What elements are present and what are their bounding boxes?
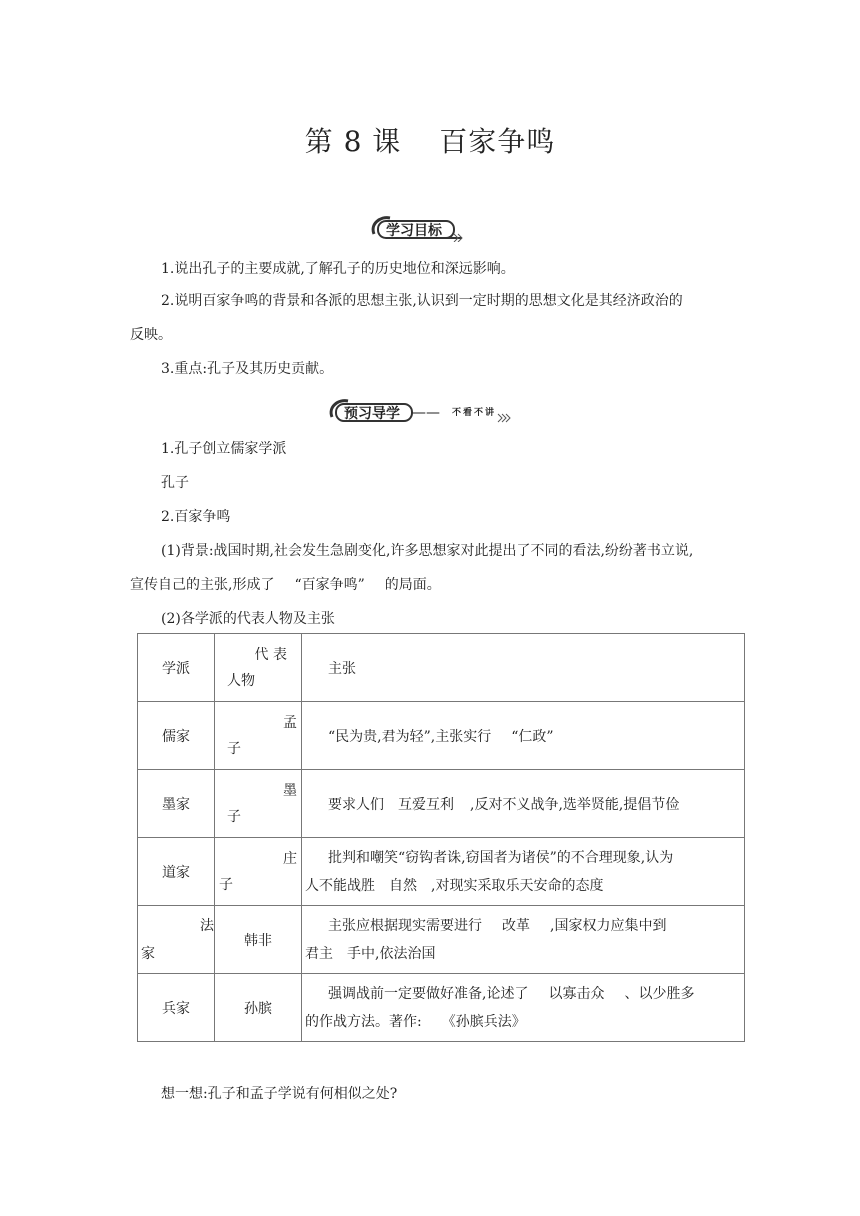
row-claim-line-2 — [302, 940, 744, 968]
goal-3: 3.重点:孔子及其历史贡献。 — [161, 361, 334, 377]
row-claim-text: 强调战前一定要做好准备,论述了 — [328, 985, 529, 1002]
table-row — [138, 974, 745, 1042]
table-row — [138, 770, 745, 838]
preview-banner-graphic — [326, 395, 531, 425]
row-claim-text: ,国家权力应集中到 — [550, 917, 667, 934]
preview-item-2: 2.百家争鸣 — [161, 509, 231, 525]
lesson-number: 第 8 课 — [304, 125, 402, 158]
row-rep-a: 孟 — [283, 714, 297, 731]
row-claim-line-1: 批判和嘲笑“窃钩者诛,窃国者为诸侯”的不合理现象,认为 — [328, 849, 674, 866]
row-rep-a: 墨 — [283, 782, 297, 799]
goals-banner-label: 学习目标 — [386, 223, 442, 239]
goal-1: 1.说出孔子的主要成就,了解孔子的历史地位和深远影响。 — [161, 261, 515, 277]
row-claim-text: 的作战方法。著作: — [305, 1013, 422, 1030]
preview-item-1-answer: 孔子 — [161, 475, 189, 491]
row-claim-text: 、以少胜多 — [624, 985, 695, 1002]
row-claim-line-1 — [302, 980, 744, 1008]
background-text-c: 的局面。 — [384, 577, 441, 593]
goal-2-line2: 反映。 — [130, 327, 172, 343]
row-claim — [302, 974, 745, 1042]
background-line-2 — [130, 575, 441, 595]
row-school: 兵家 — [138, 974, 215, 1042]
row-claim-answer: “仁政” — [511, 728, 554, 745]
row-claim-line-1 — [302, 912, 744, 940]
background-answer: “百家争鸣” — [294, 577, 365, 593]
background-text-a: 宣传自己的主张,形成了 — [130, 577, 275, 593]
row-claim-text: 要求人们 — [328, 796, 384, 813]
row-claim — [302, 702, 745, 770]
row-claim-answer: 《孙膑兵法》 — [441, 1013, 526, 1030]
table-header-row — [138, 634, 745, 702]
row-claim-answer: 自然 — [389, 877, 417, 894]
row-claim-answer: 互爱互利 — [398, 796, 454, 813]
table-caption: (2)各学派的代表人物及主张 — [161, 611, 335, 627]
background-line-1: (1)背景:战国时期,社会发生急剧变化,许多思想家对此提出了不同的看法,纷纷著书立说, — [161, 543, 694, 559]
header-rep-b: 人物 — [227, 672, 255, 689]
row-claim-line-2 — [302, 872, 744, 900]
row-rep-a: 庄 — [283, 850, 297, 867]
page-title — [0, 120, 860, 160]
header-rep-a: 代 表 — [254, 646, 287, 663]
row-claim-text: 手中,依法治国 — [347, 945, 436, 962]
header-claim: 主张 — [302, 634, 745, 702]
row-claim-answer: 以寡击众 — [548, 985, 605, 1002]
row-school-b: 家 — [141, 945, 155, 962]
preview-banner — [326, 395, 531, 425]
preview-item-1: 1.孔子创立儒家学派 — [161, 441, 287, 457]
goals-banner-graphic — [368, 212, 468, 242]
row-rep — [215, 770, 302, 838]
row-school: 儒家 — [138, 702, 215, 770]
preview-banner-label: 预习导学 — [344, 406, 400, 422]
row-rep — [215, 702, 302, 770]
row-rep-b: 子 — [227, 740, 241, 757]
row-school: 道家 — [138, 838, 215, 906]
row-rep: 孙膑 — [215, 974, 302, 1042]
lesson-name: 百家争鸣 — [439, 125, 556, 158]
row-rep — [215, 838, 302, 906]
preview-banner-dash: —— — [412, 405, 440, 421]
row-rep-b: 子 — [219, 876, 233, 893]
table-row — [138, 702, 745, 770]
row-school — [138, 906, 215, 974]
table-row — [138, 906, 745, 974]
goal-2-line1: 2.说明百家争鸣的背景和各派的思想主张,认识到一定时期的思想文化是其经济政治的 — [161, 293, 683, 309]
schools-table — [137, 633, 745, 1042]
row-claim — [302, 770, 745, 838]
header-rep — [215, 634, 302, 702]
row-rep: 韩非 — [215, 906, 302, 974]
header-school: 学派 — [138, 634, 215, 702]
row-claim-text: 人不能战胜 — [305, 877, 375, 894]
row-claim-text: “民为贵,君为轻”,主张实行 — [328, 728, 492, 745]
row-rep-b: 子 — [227, 808, 241, 825]
row-claim-answer: 改革 — [502, 917, 530, 934]
row-school: 墨家 — [138, 770, 215, 838]
row-claim — [302, 838, 745, 906]
row-school-a: 法 — [200, 917, 214, 934]
row-claim-text: ,反对不义战争,选举贤能,提倡节俭 — [470, 796, 680, 813]
row-claim-text: 主张应根据现实需要进行 — [328, 917, 482, 934]
row-claim-text: ,对现实采取乐天安命的态度 — [431, 877, 604, 894]
row-claim-answer: 君主 — [305, 945, 333, 962]
preview-banner-tag: 不看不讲 — [452, 408, 497, 418]
row-claim — [302, 906, 745, 974]
table-row — [138, 838, 745, 906]
goals-banner — [368, 212, 468, 242]
row-claim-line-2 — [302, 1008, 744, 1036]
think-question: 想一想:孔子和孟子学说有何相似之处? — [161, 1086, 398, 1102]
